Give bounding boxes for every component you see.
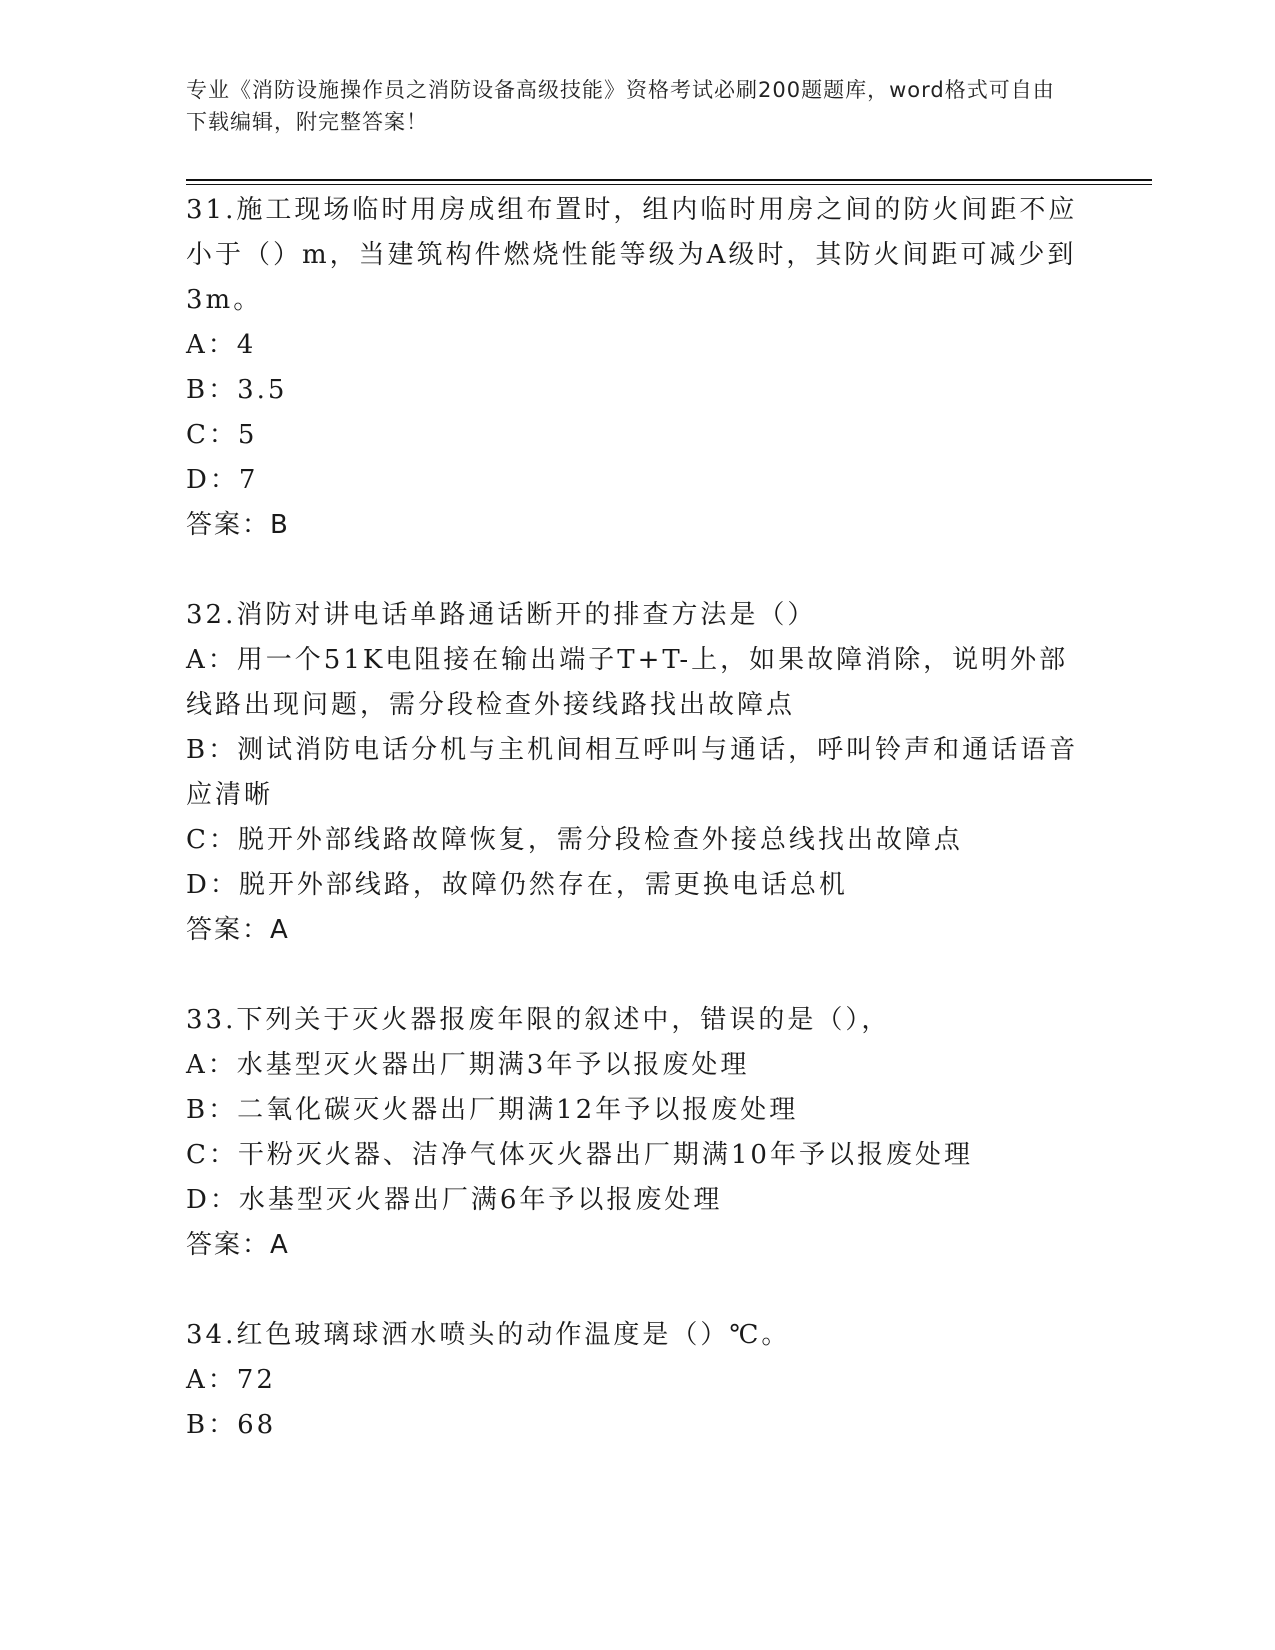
option-b: B：二氧化碳灭火器出厂期满12年予以报废处理 [186, 1095, 799, 1125]
option-b: B：测试消防电话分机与主机间相互呼叫与通话，呼叫铃声和通话语音应清晰 [186, 735, 1079, 810]
option-a: A：72 [186, 1365, 276, 1395]
option-a: A：用一个51K电阻接在输出端子T+T-上，如果故障消除，说明外部线路出现问题，需分段检查外接线路找出故障点 [186, 645, 1069, 720]
document-header: 专业《消防设施操作员之消防设备高级技能》资格考试必刷200题题库，word格式可自由下载编辑，附完整答案！ [186, 78, 1055, 134]
question-spacer [186, 548, 1086, 593]
question-list [186, 188, 1086, 1448]
question-33 [186, 998, 1086, 1268]
option-c: C：5 [186, 420, 258, 450]
option-a: A：水基型灭火器出厂期满3年予以报废处理 [186, 1050, 750, 1080]
header-divider-thin [186, 184, 1152, 185]
option-d: D：脱开外部线路，故障仍然存在，需更换电话总机 [186, 870, 848, 900]
question-31 [186, 188, 1086, 548]
answer-line: 答案：B [186, 510, 290, 540]
question-34 [186, 1313, 1086, 1448]
question-spacer [186, 953, 1086, 998]
option-a: A：4 [186, 330, 257, 360]
option-b: B：3.5 [186, 375, 288, 405]
option-c: C：干粉灭火器、洁净气体灭火器出厂期满10年予以报废处理 [186, 1140, 973, 1170]
option-d: D：水基型灭火器出厂满6年予以报废处理 [186, 1185, 723, 1215]
answer-line: 答案：A [186, 915, 290, 945]
question-stem: 33.下列关于灭火器报废年限的叙述中，错误的是（）， [186, 1005, 891, 1035]
question-32 [186, 593, 1086, 953]
option-d: D：7 [186, 465, 259, 495]
option-c: C：脱开外部线路故障恢复，需分段检查外接总线找出故障点 [186, 825, 963, 855]
answer-line: 答案：A [186, 1230, 290, 1260]
question-stem: 31.施工现场临时用房成组布置时，组内临时用房之间的防火间距不应小于（）m，当建筑构件燃烧性能等级为A级时，其防火间距可减少到3m。 [186, 195, 1078, 315]
option-b: B：68 [186, 1410, 277, 1440]
header-divider [186, 179, 1152, 181]
question-stem: 34.红色玻璃球洒水喷头的动作温度是（）℃。 [186, 1320, 791, 1350]
question-spacer [186, 1268, 1086, 1313]
question-stem: 32.消防对讲电话单路通话断开的排查方法是（） [186, 600, 817, 630]
